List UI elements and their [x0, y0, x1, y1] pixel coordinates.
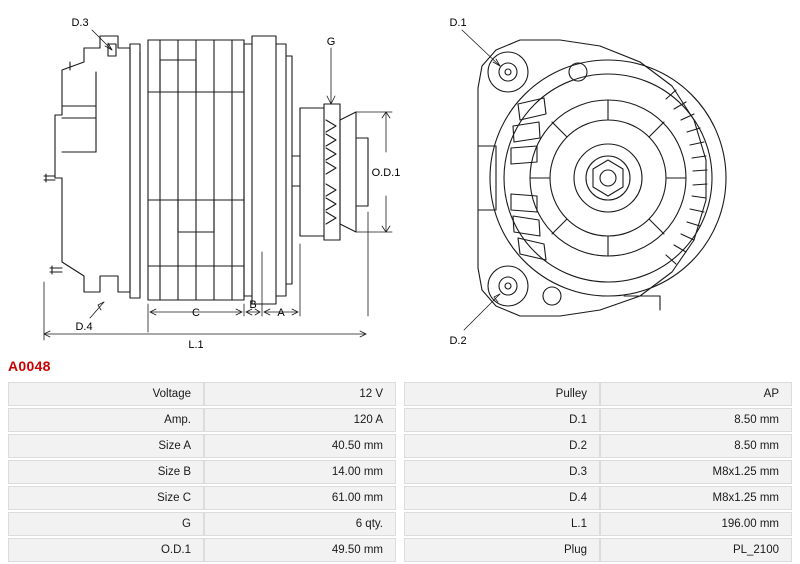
spec-key: D.3 — [404, 460, 600, 484]
table-row — [8, 538, 396, 562]
label-g: G — [326, 36, 336, 48]
part-code: A0048 — [8, 358, 51, 374]
spec-key: Size A — [8, 434, 204, 458]
spec-value: 6 qty. — [204, 512, 396, 536]
spec-value: 120 A — [204, 408, 396, 432]
spec-value: PL_2100 — [600, 538, 792, 562]
table-row — [8, 434, 396, 458]
leader-d4 — [90, 302, 104, 318]
spec-table-left — [8, 380, 396, 564]
leader-d1 — [462, 30, 500, 66]
spec-value: 12 V — [204, 382, 396, 406]
spec-value: 40.50 mm — [204, 434, 396, 458]
spec-value: M8x1.25 mm — [600, 486, 792, 510]
spec-value: 196.00 mm — [600, 512, 792, 536]
table-row — [404, 538, 792, 562]
spec-key: Size B — [8, 460, 204, 484]
table-row — [8, 382, 396, 406]
leader-d2 — [464, 294, 500, 330]
label-od1: O.D.1 — [371, 167, 401, 179]
label-d4: D.4 — [75, 321, 93, 333]
table-row — [404, 460, 792, 484]
spec-value: AP — [600, 382, 792, 406]
table-row — [8, 460, 396, 484]
spec-key: O.D.1 — [8, 538, 204, 562]
spec-key: Amp. — [8, 408, 204, 432]
label-a: A — [277, 307, 285, 319]
spec-key: Voltage — [8, 382, 204, 406]
spec-key: L.1 — [404, 512, 600, 536]
spec-key: D.4 — [404, 486, 600, 510]
leader-d3 — [92, 30, 112, 50]
dimension-g — [327, 48, 335, 104]
spec-key: D.1 — [404, 408, 600, 432]
spec-value: 49.50 mm — [204, 538, 396, 562]
table-row — [404, 486, 792, 510]
spec-value: 61.00 mm — [204, 486, 396, 510]
table-row — [404, 408, 792, 432]
spec-value: 14.00 mm — [204, 460, 396, 484]
table-row — [8, 486, 396, 510]
spec-value: 8.50 mm — [600, 434, 792, 458]
label-d3: D.3 — [71, 17, 89, 29]
spec-key: D.2 — [404, 434, 600, 458]
spec-key: Size C — [8, 486, 204, 510]
spec-key: Plug — [404, 538, 600, 562]
table-row — [404, 382, 792, 406]
alternator-front-view — [478, 40, 726, 316]
spec-value: M8x1.25 mm — [600, 460, 792, 484]
table-row — [404, 512, 792, 536]
spec-table-right — [404, 380, 792, 564]
label-b: B — [249, 299, 257, 311]
alternator-side-view — [44, 36, 368, 304]
spec-key: G — [8, 512, 204, 536]
spec-value: 8.50 mm — [600, 408, 792, 432]
label-d1: D.1 — [449, 17, 467, 29]
spec-key: Pulley — [404, 382, 600, 406]
specifications — [8, 380, 792, 564]
label-c: C — [192, 307, 200, 319]
dimension-bars — [44, 212, 368, 340]
table-row — [404, 434, 792, 458]
label-d2: D.2 — [449, 335, 467, 347]
label-l1: L.1 — [188, 339, 204, 351]
table-row — [8, 408, 396, 432]
table-row — [8, 512, 396, 536]
